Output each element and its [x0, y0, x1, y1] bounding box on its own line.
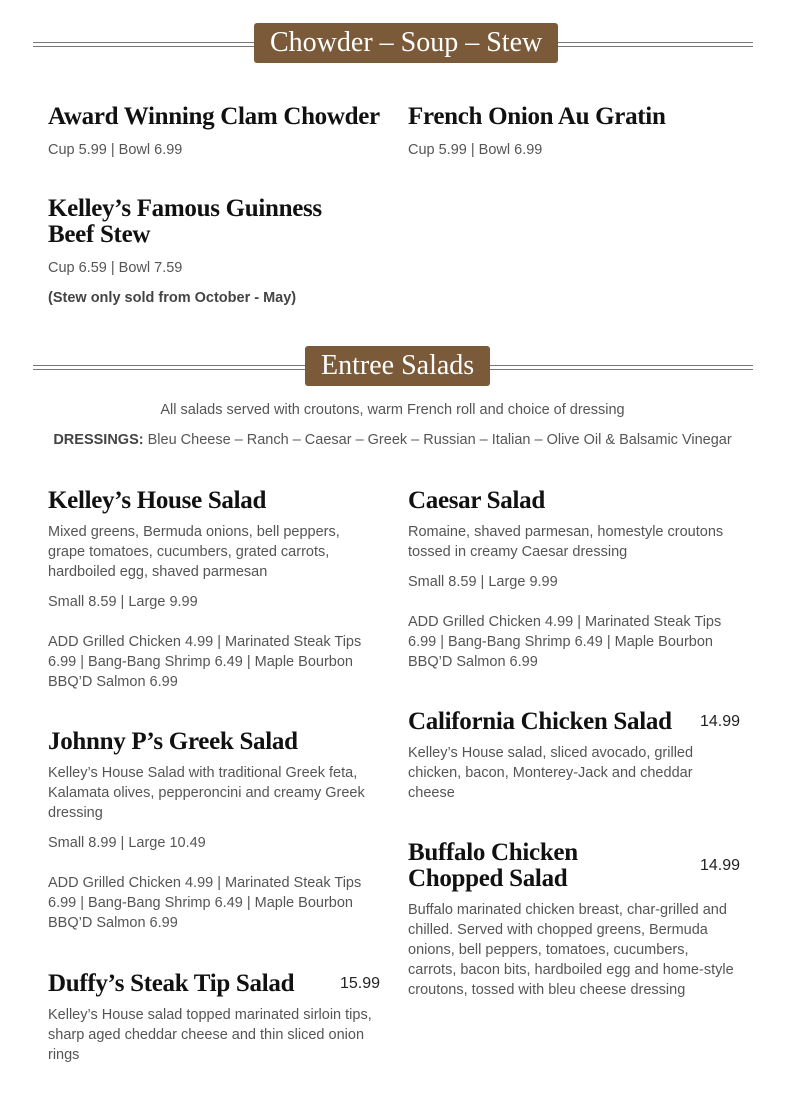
item-name: Johnny P’s Greek Salad [48, 728, 298, 755]
item-name: Award Winning Clam Chowder [48, 103, 380, 130]
dressings-label: DRESSINGS: [53, 432, 144, 448]
item-addons: ADD Grilled Chicken 4.99 | Marinated Steak Tips 6.99 | Bang-Bang Shrimp 6.49 | Maple Bourbon BBQ’D Salmon 6.99 [408, 614, 722, 670]
item-name: Caesar Salad [408, 487, 545, 514]
item-name: French Onion Au Gratin [408, 103, 666, 130]
item-description: Kelley’s House salad, sliced avocado, grilled chicken, bacon, Monterey-Jack and cheddar cheese [408, 745, 694, 801]
menu-item-beef-stew [48, 196, 368, 308]
menu-item-clam-chowder [48, 104, 380, 160]
item-sizes: Small 8.59 | Large 9.99 [408, 574, 558, 590]
item-sizes: Small 8.59 | Large 9.99 [48, 594, 198, 610]
item-price: 15.99 [339, 975, 380, 992]
item-addons: ADD Grilled Chicken 4.99 | Marinated Steak Tips 6.99 | Bang-Bang Shrimp 6.49 | Maple Bourbon BBQ’D Salmon 6.99 [48, 875, 362, 931]
item-description: Buffalo marinated chicken breast, char-grilled and chilled. Served with chopped greens, Bermuda onions, bell peppers, tomatoes, cucumbers, carrots, bacon bits, hardboiled egg and home-style croutons, tossed with bleu cheese dressing [408, 902, 734, 998]
item-name: Kelley’s House Salad [48, 487, 267, 514]
salads-section-title: Entree Salads [305, 346, 490, 386]
menu-item-house-salad [48, 488, 380, 692]
item-description: Kelley’s House Salad with traditional Greek feta, Kalamata olives, pepperoncini and creamy Greek dressing [48, 765, 365, 821]
item-description: Kelley’s House salad topped marinated sirloin tips, sharp aged cheddar cheese and thin sliced onion rings [48, 1007, 372, 1063]
item-prices: Cup 5.99 | Bowl 6.99 [408, 142, 543, 158]
dressings-line [0, 430, 785, 450]
item-addons: ADD Grilled Chicken 4.99 | Marinated Steak Tips 6.99 | Bang-Bang Shrimp 6.49 | Maple Bourbon BBQ’D Salmon 6.99 [48, 634, 362, 690]
menu-item-french-onion [408, 104, 740, 160]
soup-section-title: Chowder – Soup – Stew [254, 23, 558, 63]
dressings-list: Bleu Cheese – Ranch – Caesar – Greek – Russian – Italian – Olive Oil & Balsamic Vinegar [147, 432, 732, 448]
item-name: Duffy’s Steak Tip Salad [48, 970, 295, 997]
item-sizes: Small 8.99 | Large 10.49 [48, 835, 206, 851]
menu-item-greek-salad [48, 729, 380, 933]
item-name: Kelley’s Famous Guinness Beef Stew [48, 195, 322, 248]
item-header [408, 709, 740, 735]
salads-intro: All salads served with croutons, warm French roll and choice of dressing [160, 402, 625, 418]
soup-section-banner [33, 23, 753, 65]
salads-section-banner [33, 346, 753, 388]
menu-item-steak-tip-salad [48, 971, 380, 1065]
menu-item-buffalo-chicken-salad [408, 840, 740, 1000]
menu-item-caesar-salad [408, 488, 740, 672]
item-name: California Chicken Salad [408, 708, 672, 735]
item-description: Romaine, shaved parmesan, homestyle croutons tossed in creamy Caesar dressing [408, 524, 724, 560]
item-price: 14.99 [699, 713, 740, 730]
item-prices: Cup 5.99 | Bowl 6.99 [48, 142, 183, 158]
item-price: 14.99 [699, 857, 740, 874]
item-description: Mixed greens, Bermuda onions, bell peppers, grape tomatoes, cucumbers, grated carrots, hardboiled egg, shaved parmesan [48, 524, 340, 580]
item-note: (Stew only sold from October - May) [48, 290, 297, 306]
menu-item-california-chicken-salad [408, 709, 740, 803]
item-prices: Cup 6.59 | Bowl 7.59 [48, 260, 183, 276]
item-name: Buffalo Chicken Chopped Salad [408, 839, 578, 892]
item-header [48, 971, 380, 997]
item-header [408, 840, 740, 892]
